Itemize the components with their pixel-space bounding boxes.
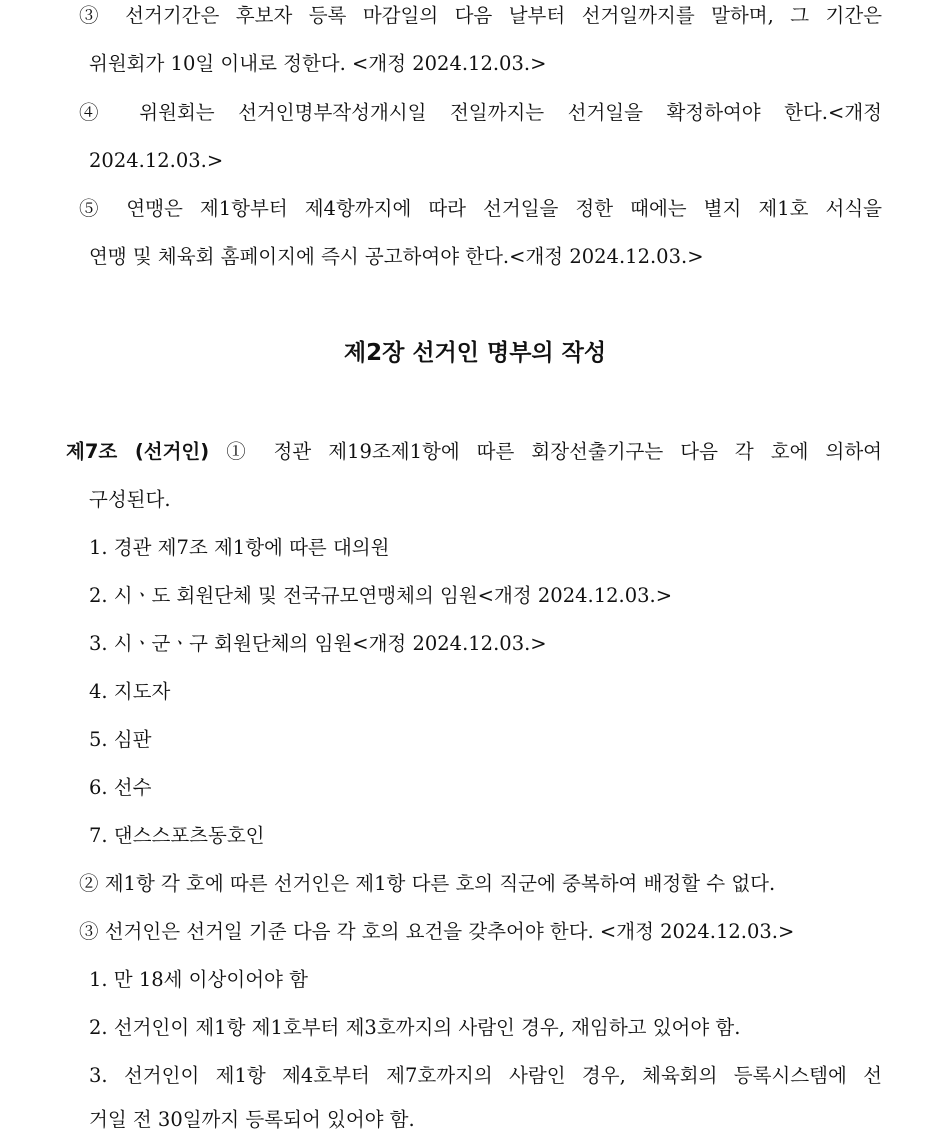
article-7-paragraph-3: ③ 선거인은 선거일 기준 다음 각 호의 요건을 갖추어야 한다. <개정 2024.12.03.> — [79, 920, 795, 943]
requirement-item-continuation: 거일 전 30일까지 등록되어 있어야 함. — [89, 1108, 415, 1131]
list-item: 4. 지도자 — [89, 680, 171, 703]
list-item: 1. 경관 제7조 제1항에 따른 대의원 — [89, 536, 390, 559]
paragraph-3-line-2: 위원회가 10일 이내로 정한다. <개정 2024.12.03.> — [89, 52, 547, 75]
paragraph-4-line-2: 2024.12.03.> — [89, 149, 224, 172]
chapter-heading: 제2장 선거인 명부의 작성 — [343, 340, 607, 366]
paragraph-4-line-1: ④ 위원회는 선거인명부작성개시일 전일까지는 선거일을 확정하여야 한다.<개정 — [79, 101, 882, 124]
paragraph-5-line-2: 연맹 및 체육회 홈페이지에 즉시 공고하여야 한다.<개정 2024.12.03.> — [89, 245, 704, 268]
article-7-paragraph-2: ② 제1항 각 호에 따른 선거인은 제1항 다른 호의 직군에 중복하여 배정할 수 없다. — [79, 872, 776, 895]
list-item: 3. 시ㆍ군ㆍ구 회원단체의 임원<개정 2024.12.03.> — [89, 632, 547, 655]
paragraph-3-line-1: ③ 선거기간은 후보자 등록 마감일의 다음 날부터 선거일까지를 말하며, 그 기간은 — [79, 4, 882, 27]
list-item: 6. 선수 — [89, 776, 152, 799]
paragraph-5-line-1: ⑤ 연맹은 제1항부터 제4항까지에 따라 선거일을 정한 때에는 별지 제1호 서식을 — [79, 197, 882, 220]
requirement-item: 1. 만 18세 이상이어야 함 — [89, 968, 308, 991]
list-item: 7. 댄스스포츠동호인 — [89, 824, 265, 847]
article-7-line-2: 구성된다. — [89, 488, 171, 511]
article-title: 제7조 (선거인) — [66, 440, 210, 463]
article-7-line-1 — [66, 438, 882, 466]
article-7-paragraph-1: ① 정관 제19조제1항에 따른 회장선출기구는 다음 각 호에 의하여 — [226, 440, 882, 463]
list-item: 2. 시ㆍ도 회원단체 및 전국규모연맹체의 임원<개정 2024.12.03.> — [89, 584, 673, 607]
requirement-item: 2. 선거인이 제1항 제1호부터 제3호까지의 사람인 경우, 재임하고 있어야 함. — [89, 1016, 741, 1039]
list-item: 5. 심판 — [89, 728, 152, 751]
requirement-item: 3. 선거인이 제1항 제4호부터 제7호까지의 사람인 경우, 체육회의 등록시스템에 선 — [89, 1064, 882, 1087]
